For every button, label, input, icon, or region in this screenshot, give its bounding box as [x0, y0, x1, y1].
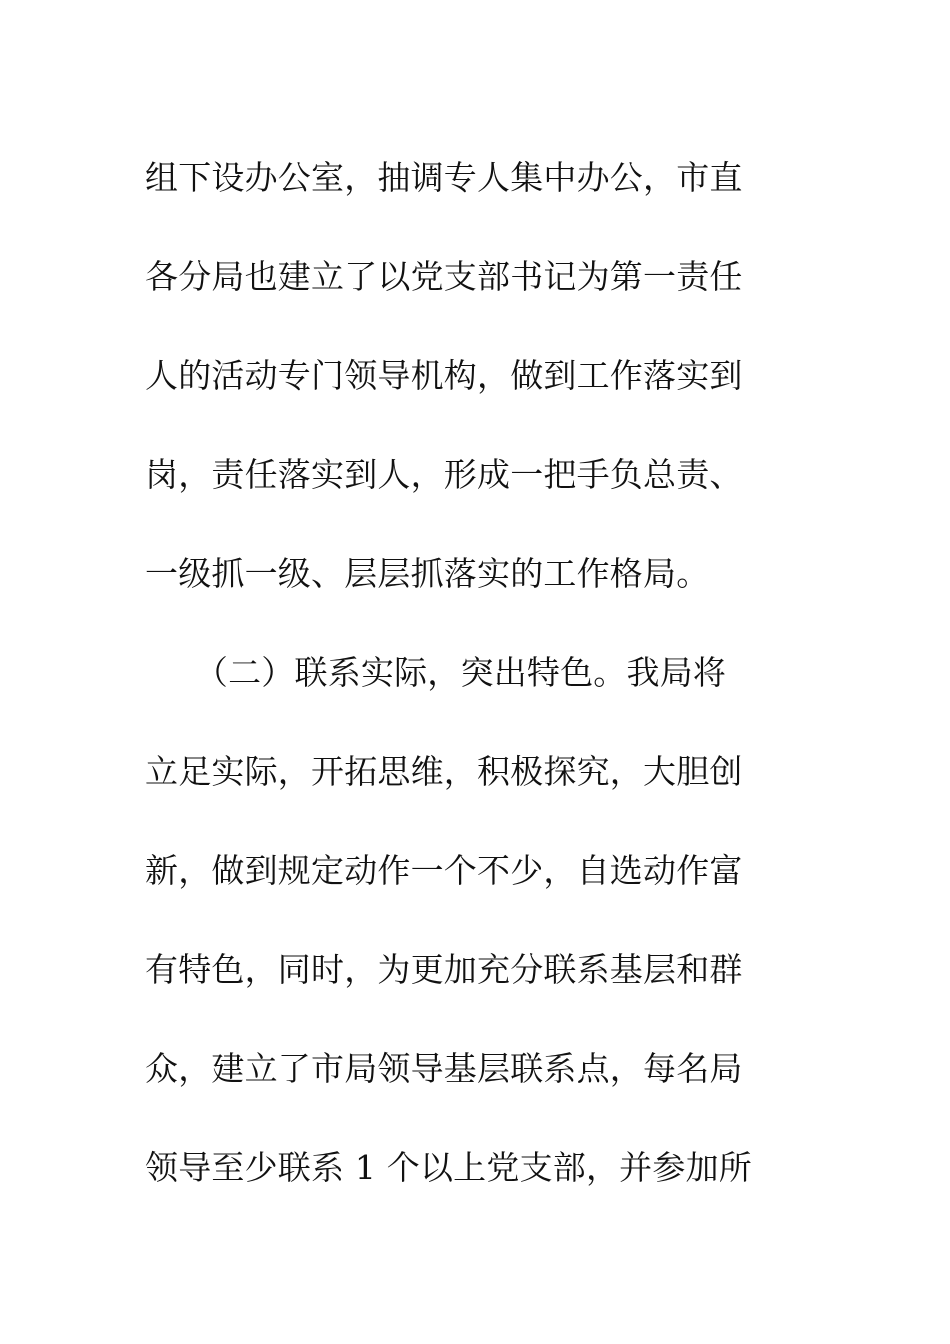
- text-line-10: 众，建立了市局领导基层联系点，每名局: [145, 1049, 743, 1088]
- section-heading-line: （二）联系实际，突出特色。我局将: [145, 653, 727, 692]
- text-line-11: 领导至少联系 1 个以上党支部，并参加所: [145, 1148, 752, 1187]
- text-line-9: 有特色，同时，为更加充分联系基层和群: [145, 950, 743, 989]
- text-line-3: 人的活动专门领导机构，做到工作落实到: [145, 356, 743, 395]
- text-line-4: 岗，责任落实到人，形成一把手负总责、: [145, 455, 743, 494]
- text-line-1: 组下设办公室，抽调专人集中办公，市直: [145, 158, 743, 197]
- body-text: [145, 128, 785, 1217]
- text-line-8: 新，做到规定动作一个不少，自选动作富: [145, 851, 743, 890]
- text-line-5: 一级抓一级、层层抓落实的工作格局。: [145, 554, 710, 593]
- text-line-7: 立足实际，开拓思维，积极探究，大胆创: [145, 752, 743, 791]
- text-line-2: 各分局也建立了以党支部书记为第一责任: [145, 257, 743, 296]
